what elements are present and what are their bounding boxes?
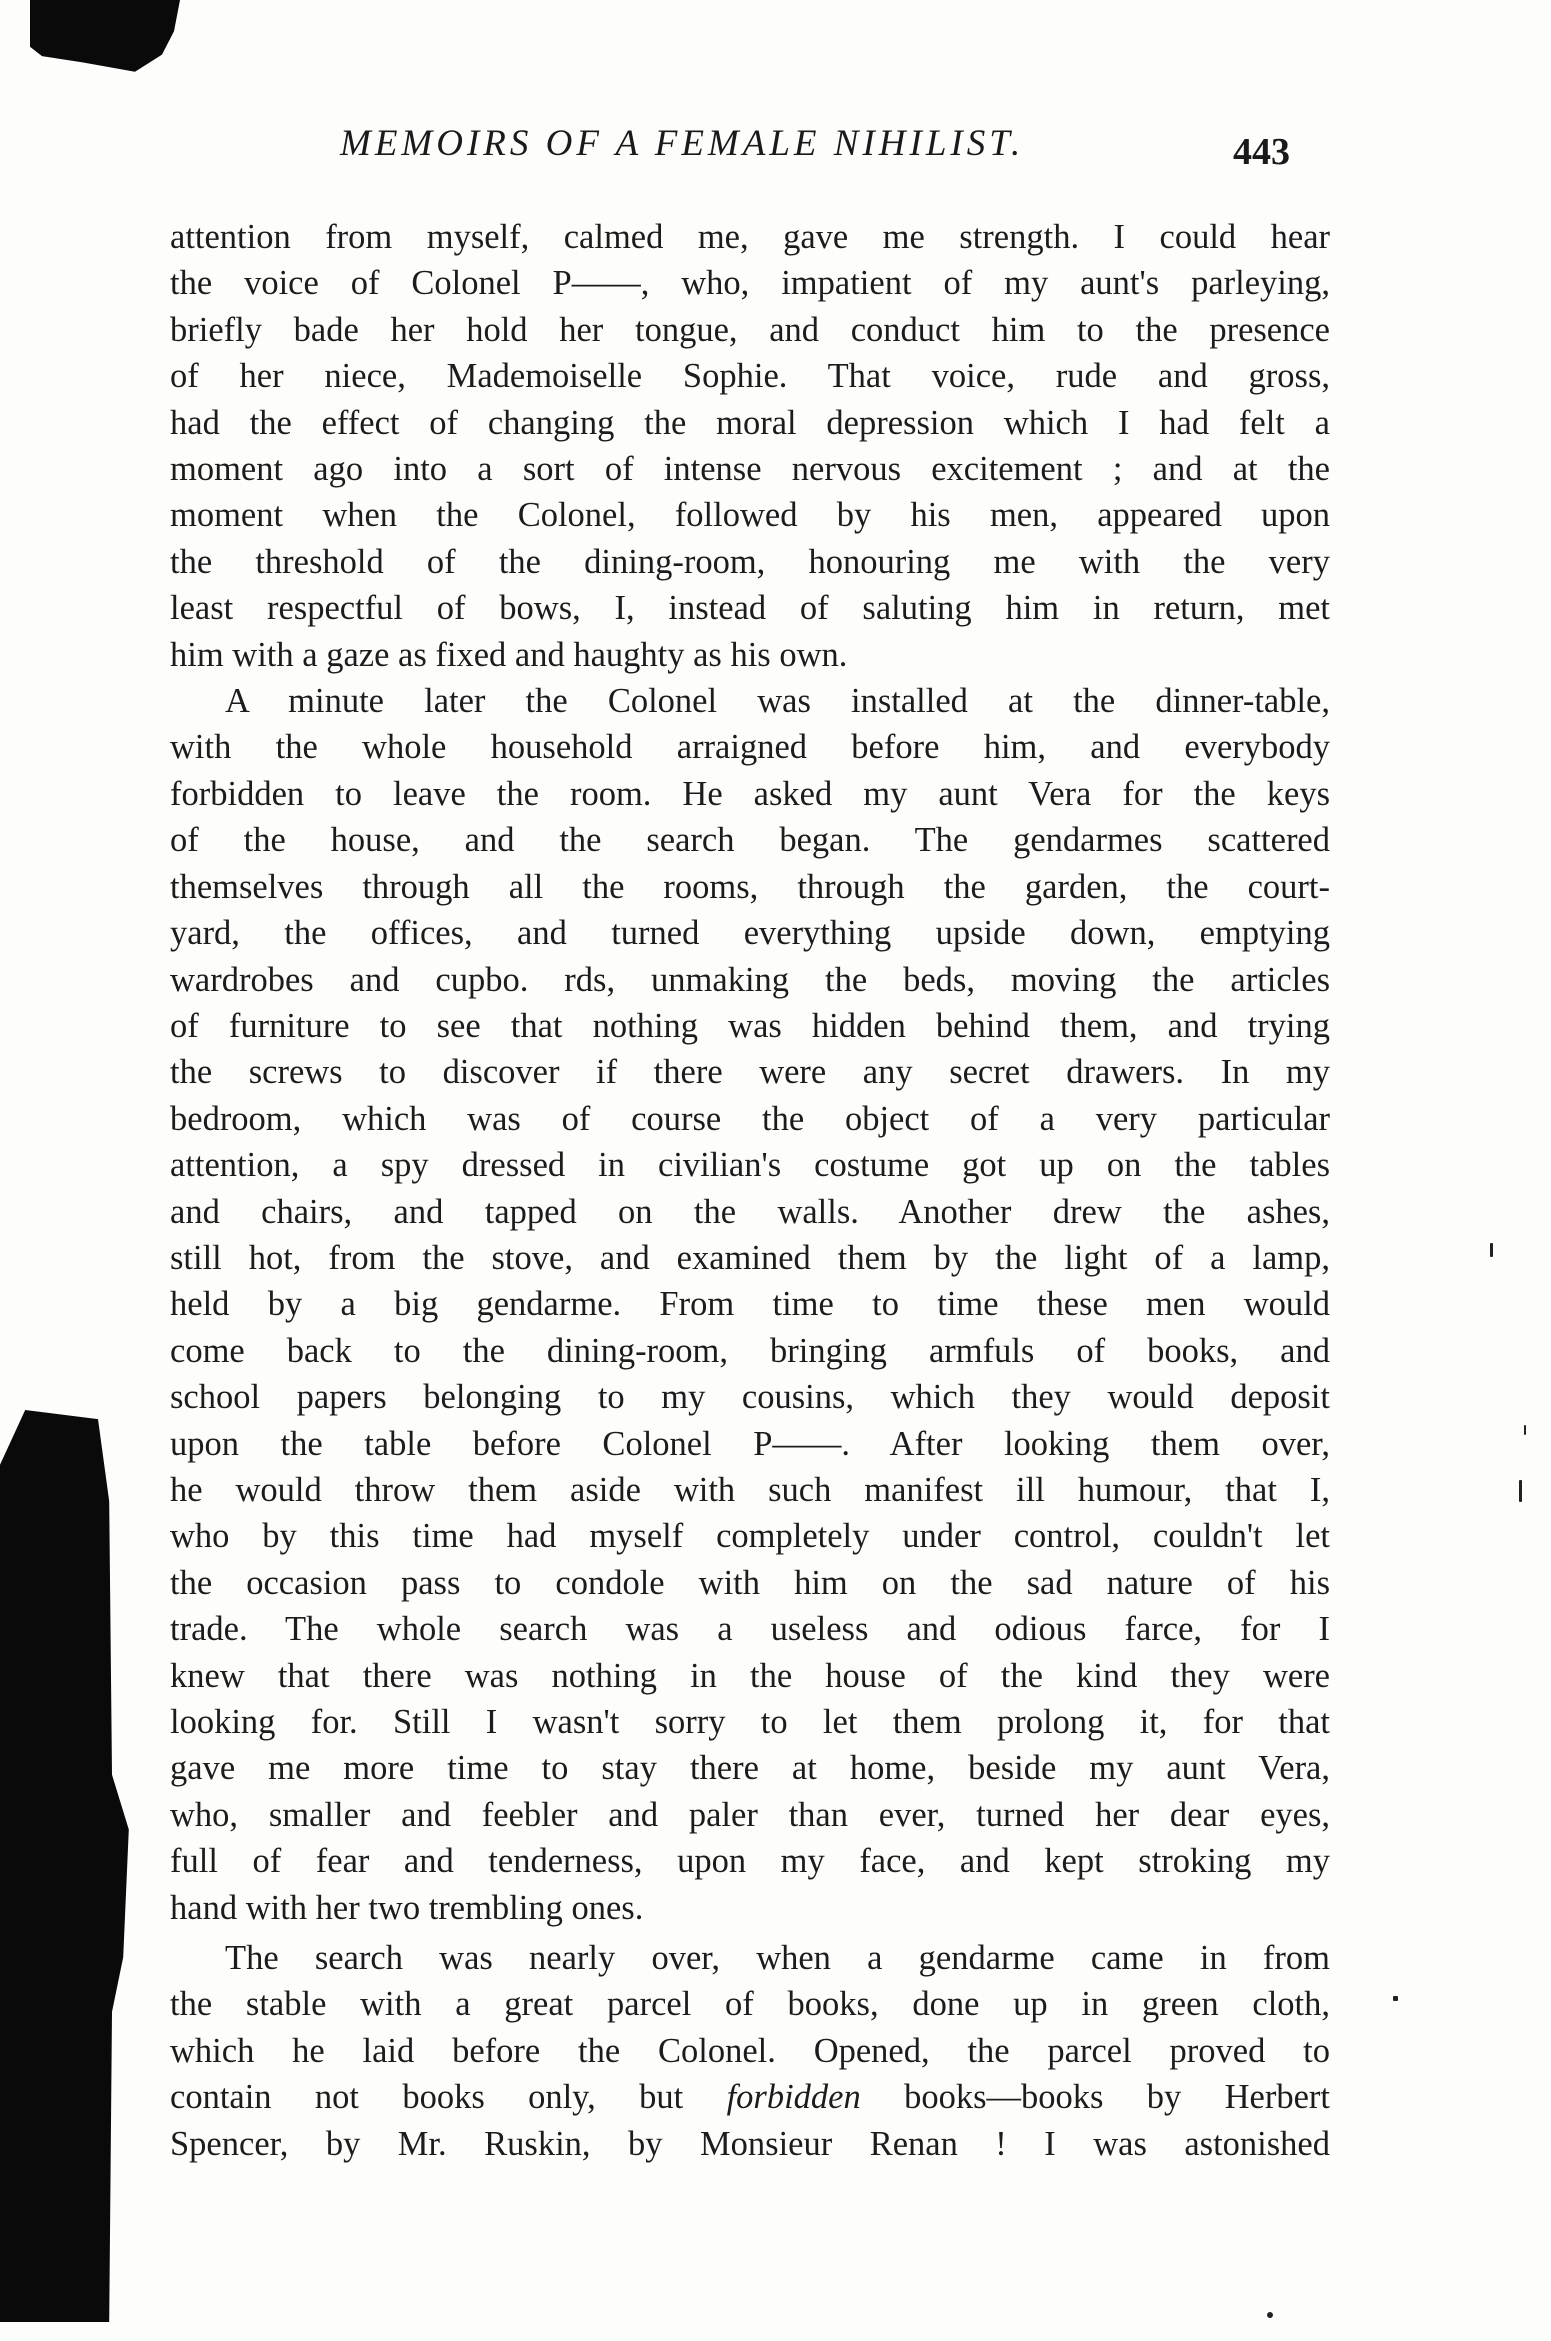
text-line: forbidden to leave the room. He asked my aunt Vera for the keys — [170, 774, 1330, 813]
text-line: which he laid before the Colonel. Opened, the parcel proved to — [170, 2031, 1330, 2070]
text-line: wardrobes and cupbo. rds, unmaking the beds, moving the articles — [170, 960, 1330, 999]
running-header — [340, 122, 1290, 182]
text-line: attention, a spy dressed in civilian's costume got up on the tables — [170, 1146, 1330, 1185]
scan-shadow-bar — [0, 1410, 140, 2322]
text-line: he would throw them aside with such manifest ill humour, that I, — [170, 1470, 1330, 1509]
scan-speck — [1267, 2312, 1273, 2318]
text-line: come back to the dining-room, bringing armfuls of books, and — [170, 1331, 1330, 1370]
text-line: trade. The whole search was a useless and odious farce, for I — [170, 1610, 1330, 1649]
italic-emphasis: forbidden — [726, 2078, 861, 2117]
page-number: 443 — [1233, 131, 1290, 173]
text-line: contain not books only, but forbidden books—books by Herbert — [170, 2078, 1330, 2117]
text-line: the screws to discover if there were any secret drawers. In my — [170, 1053, 1330, 1092]
text-line: upon the table before Colonel P——. After looking them over, — [170, 1424, 1330, 1463]
scan-speck — [1519, 1480, 1522, 1502]
text-line: The search was nearly over, when a gendarme came in from — [225, 1939, 1330, 1978]
text-line: still hot, from the stove, and examined them by the light of a lamp, — [170, 1238, 1330, 1277]
text-line: who by this time had myself completely under control, couldn't let — [170, 1517, 1330, 1556]
text-line: and chairs, and tapped on the walls. Another drew the ashes, — [170, 1192, 1330, 1231]
text-line: briefly bade her hold her tongue, and conduct him to the presence — [170, 310, 1330, 349]
text-line: with the whole household arraigned before him, and everybody — [170, 728, 1330, 767]
text-line: of the house, and the search began. The gendarmes scattered — [170, 821, 1330, 860]
scan-speck — [1524, 1425, 1526, 1435]
text-line: Spencer, by Mr. Ruskin, by Monsieur Renan ! I was astonished — [170, 2124, 1330, 2163]
body-text — [170, 214, 1330, 2167]
text-line: who, smaller and feebler and paler than ever, turned her dear eyes, — [170, 1795, 1330, 1834]
text-line: themselves through all the rooms, through the garden, the court- — [170, 867, 1330, 906]
text-line: the stable with a great parcel of books, done up in green cloth, — [170, 1985, 1330, 2024]
text-line: of her niece, Mademoiselle Sophie. That voice, rude and gross, — [170, 357, 1330, 396]
text-line: moment ago into a sort of intense nervous excitement ; and at the — [170, 450, 1330, 489]
running-title: MEMOIRS OF A FEMALE NIHILIST. — [340, 123, 1025, 164]
text-line: looking for. Still I wasn't sorry to let them prolong it, for that — [170, 1703, 1330, 1741]
text-line: knew that there was nothing in the house of the kind they were — [170, 1656, 1330, 1695]
scan-blot — [30, 0, 180, 78]
text-line: least respectful of bows, I, instead of saluting him in return, met — [170, 589, 1330, 628]
text-line: attention from myself, calmed me, gave me strength. I could hear — [170, 218, 1330, 256]
text-line: him with a gaze as fixed and haughty as his own. — [170, 635, 848, 674]
text-line: moment when the Colonel, followed by his men, appeared upon — [170, 496, 1330, 535]
text-line: yard, the offices, and turned everything upside down, emptying — [170, 914, 1330, 953]
text-line: bedroom, which was of course the object of a very particular — [170, 1099, 1330, 1138]
scan-speck — [1490, 1243, 1493, 1257]
text-line: school papers belonging to my cousins, which they would deposit — [170, 1378, 1330, 1417]
text-line: hand with her two trembling ones. — [170, 1888, 644, 1927]
text-line: held by a big gendarme. From time to time these men would — [170, 1285, 1330, 1324]
text-line: the threshold of the dining-room, honouring me with the very — [170, 542, 1330, 581]
text-line: gave me more time to stay there at home, beside my aunt Vera, — [170, 1749, 1330, 1788]
text-line: had the effect of changing the moral depression which I had felt a — [170, 403, 1330, 442]
text-line: full of fear and tenderness, upon my face, and kept stroking my — [170, 1842, 1330, 1881]
text-line: A minute later the Colonel was installed at the dinner-table, — [225, 682, 1330, 721]
text-line: the occasion pass to condole with him on the sad nature of his — [170, 1563, 1330, 1602]
scan-speck — [1393, 1996, 1398, 2001]
text-line: the voice of Colonel P——, who, impatient of my aunt's parleying, — [170, 264, 1330, 303]
text-line: of furniture to see that nothing was hidden behind them, and trying — [170, 1006, 1330, 1045]
